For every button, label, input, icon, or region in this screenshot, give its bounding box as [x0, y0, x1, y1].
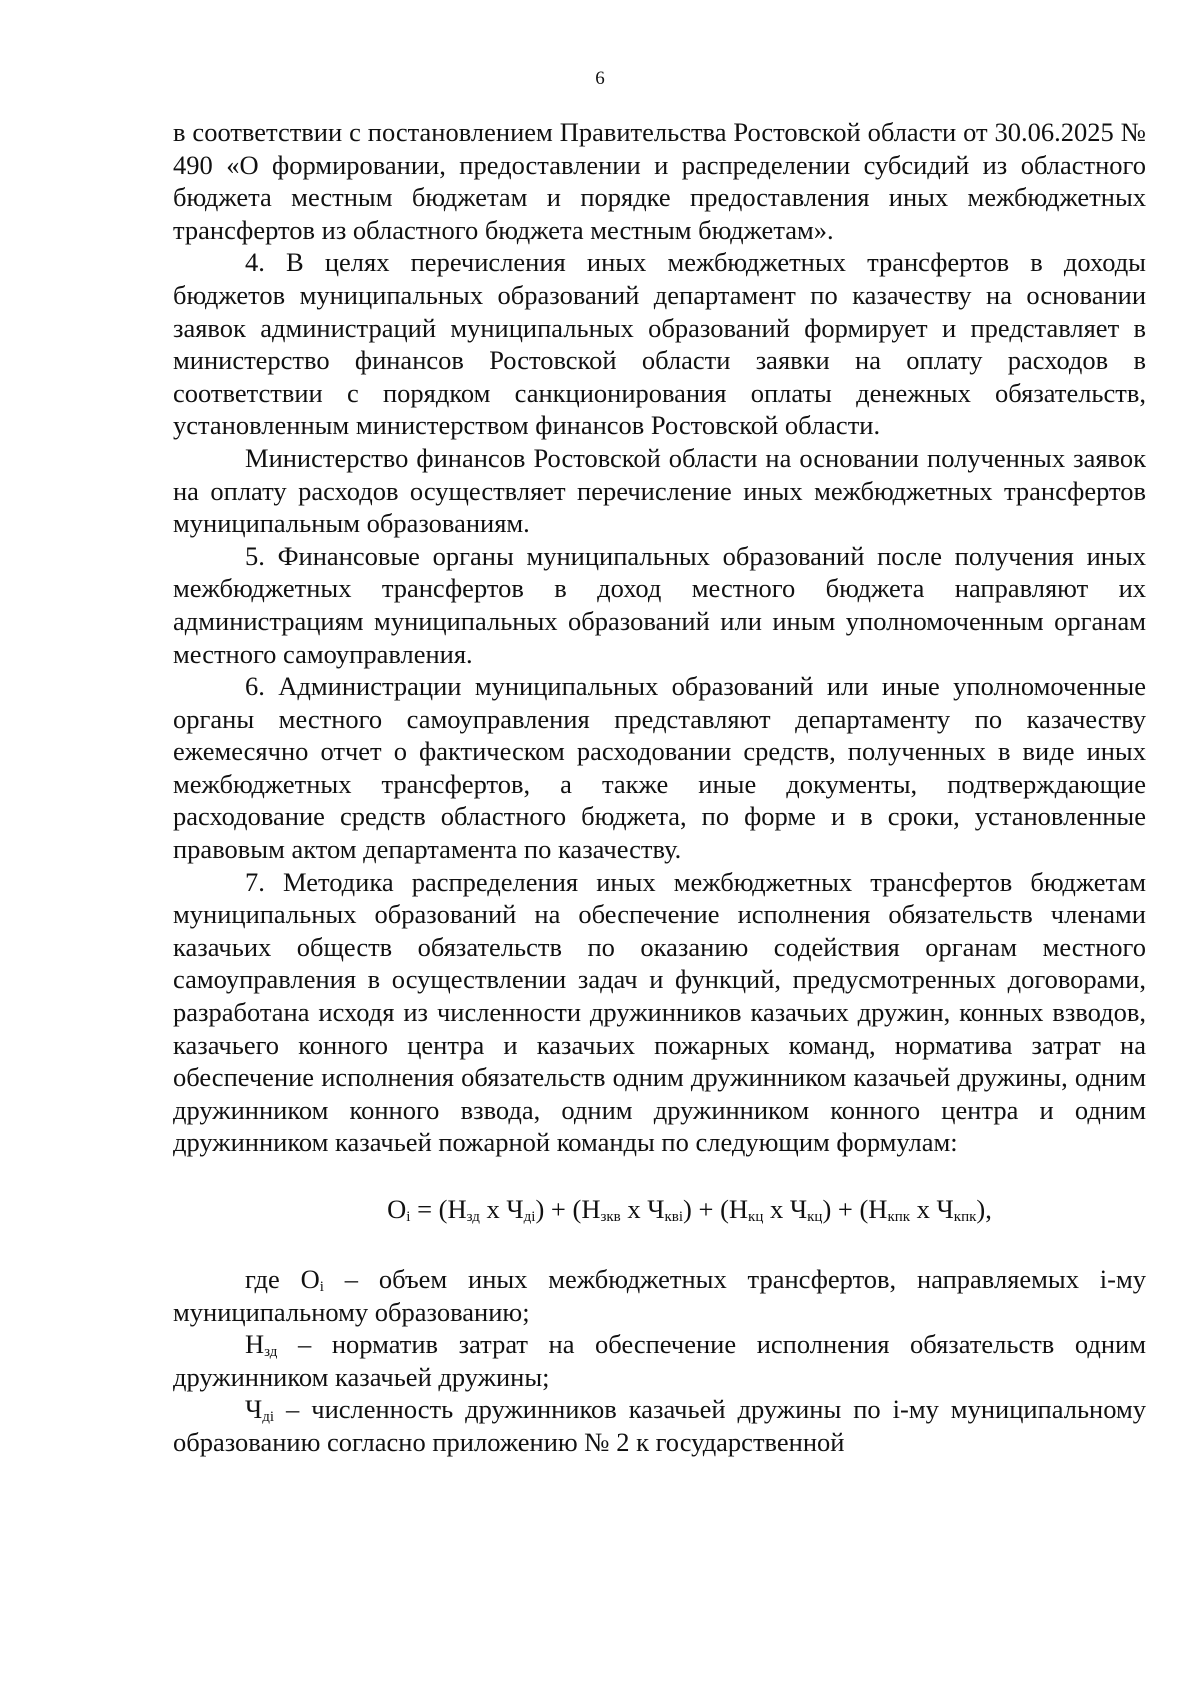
formula-term-sub: зд — [466, 1209, 480, 1225]
formula-term-sub: кпк — [953, 1209, 977, 1225]
formula-op: х — [479, 1194, 507, 1224]
definition-symbol-sub: i — [319, 1279, 324, 1295]
formula-op: х — [763, 1194, 790, 1224]
definition-symbol: Н — [245, 1329, 265, 1360]
formula-term-sub: дi — [523, 1209, 536, 1225]
formula-term: Ч — [936, 1194, 954, 1224]
document-body — [173, 116, 1146, 1459]
definition-symbol-sub: зд — [264, 1344, 278, 1361]
formula-lhs-sub: i — [406, 1209, 411, 1225]
formula-term: Н — [447, 1194, 467, 1224]
formula-lhs: O — [387, 1194, 407, 1224]
formula-term: Ч — [789, 1194, 808, 1224]
formula-op: ) + ( — [822, 1194, 869, 1224]
formula-term-sub: кц — [748, 1209, 764, 1225]
definition-symbol: O — [300, 1264, 320, 1294]
formula-term: Н — [581, 1194, 601, 1224]
formula-op: х — [910, 1194, 937, 1224]
paragraph-item-4: 4. В целях перечисления иных межбюджетных трансфертов в доходы бюджетов муниципальных образований департамент по казачеству на основании заявок администраций муниципальных образований формирует и представляет в министерство финансов Ростовской области заявки на оплату расходов в соответствии с порядком санкционирования оплаты денежных обязательств, установленным министерством финансов Ростовской области. — [173, 247, 1146, 441]
definition-text: – норматив затрат на обеспечение исполнения обязательств одним дружинником казачьей дружины; — [173, 1329, 1146, 1392]
formula-term: Ч — [506, 1194, 524, 1224]
paragraph-ministry-transfer: Министерство финансов Ростовской области на основании полученных заявок на оплату расходов осуществляет перечисление иных межбюджетных трансфертов муниципальным образованиям. — [173, 442, 1146, 539]
formula-op: ) + ( — [683, 1194, 729, 1224]
definition-symbol-sub: дi — [262, 1409, 275, 1426]
paragraph-item-5: 5. Финансовые органы муниципальных образований после получения иных межбюджетных трансфертов в доход местного бюджета направляют их администрациям муниципальных образований или иным уполномоченным органам местного самоуправления. — [173, 540, 1146, 669]
definition-text: – объем иных межбюджетных трансфертов, направляемых i-му муниципальному образованию; — [173, 1264, 1147, 1327]
formula-term: Ч — [647, 1194, 665, 1224]
paragraph-item-7: 7. Методика распределения иных межбюджетных трансфертов бюджетам муниципальных образований на обеспечение исполнения обязательств членами казачьих обществ обязательств по оказанию содействия органам местного самоуправления в осуществлении задач и функций, предусмотренных договорами, разработана исходя из численности дружинников казачьих дружин, конных взводов, казачьего конного центра и казачьих пожарных команд, норматива затрат на обеспечение исполнения обязательств одним дружинником казачьей дружины, одним дружинником конного взвода, одним дружинником конного центра и одним дружинником казачьей пожарной команды по следующим формулам: — [173, 866, 1146, 1158]
definition-symbol: Ч — [245, 1394, 263, 1425]
formula-op: х — [620, 1194, 648, 1224]
formula-term-sub: кц — [807, 1209, 823, 1225]
definition-text: – численность дружинников казачьей дружины по i-му муниципальному образованию согласно приложению № 2 к государственной — [173, 1394, 1146, 1457]
paragraph-continued: в соответствии с постановлением Правительства Ростовской области от 30.06.2025 № 490 «О формировании, предоставлении и распределении субсидий из областного бюджета местным бюджетам и порядке предоставления иных межбюджетных трансфертов из областного бюджета местным бюджетам». — [173, 117, 1146, 245]
formula-op: ) + ( — [535, 1194, 582, 1224]
formula-op: = ( — [410, 1194, 448, 1224]
formula-term-sub: кпк — [887, 1209, 911, 1225]
page-number: 6 — [595, 68, 605, 89]
definition-chdi — [173, 1393, 1146, 1458]
formula-term: Н — [728, 1194, 749, 1224]
formula-term-sub: квi — [664, 1209, 684, 1225]
definition-prefix: где — [245, 1264, 301, 1294]
formula-op: ), — [976, 1194, 992, 1224]
definition-nzd — [173, 1328, 1146, 1393]
distribution-formula — [173, 1193, 1146, 1225]
formula-term: Н — [868, 1194, 888, 1224]
paragraph-item-6: 6. Администрации муниципальных образований или иные уполномоченные органы местного самоуправления представляют департаменту по казачеству ежемесячно отчет о фактическом расходовании средств, полученных в виде иных межбюджетных трансфертов, а также иные документы, подтверждающие расходование средств областного бюджета, по форме и в сроки, установленные правовым актом департамента по казачеству. — [173, 671, 1146, 865]
formula-term-sub: зкв — [600, 1209, 621, 1225]
definition-oi — [173, 1263, 1146, 1328]
